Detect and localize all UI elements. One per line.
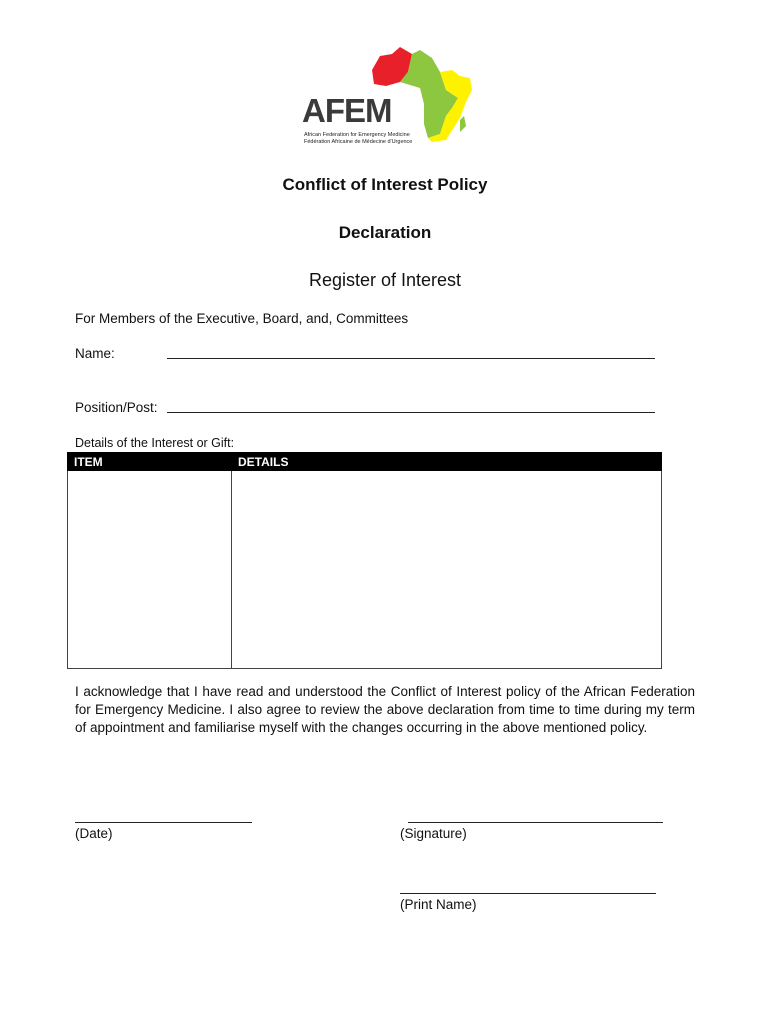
logo-acronym: AFEM xyxy=(302,92,392,129)
name-field[interactable] xyxy=(167,358,655,359)
print-name-field[interactable] xyxy=(400,893,656,894)
item-column-header: ITEM xyxy=(68,453,232,471)
name-label: Name: xyxy=(75,346,115,361)
position-field[interactable] xyxy=(167,412,655,413)
details-label: Details of the Interest or Gift: xyxy=(75,436,235,450)
acknowledgement-text: I acknowledge that I have read and understood the Conflict of Interest policy of the African Federation for Emergency Medicine. I also agree to review the above declaration from time to time during my term of appointment and familiarise myself with the changes occurring in the above mentioned policy. xyxy=(75,684,695,735)
page-title: Conflict of Interest Policy xyxy=(282,175,488,194)
date-label: (Date) xyxy=(75,826,113,841)
interest-table xyxy=(67,452,662,669)
details-cell[interactable] xyxy=(232,471,662,669)
signature-field[interactable] xyxy=(408,822,663,823)
logo-subtitle-fr: Fédération Africaine de Médecine d'Urgence xyxy=(304,139,413,145)
item-cell[interactable] xyxy=(68,471,232,669)
afem-logo xyxy=(300,42,480,152)
declaration-heading: Declaration xyxy=(338,223,432,242)
date-field[interactable] xyxy=(75,822,252,823)
logo-subtitle-en: African Federation for Emergency Medicine xyxy=(304,132,410,138)
signature-label: (Signature) xyxy=(400,826,467,841)
register-heading: Register of Interest xyxy=(308,270,462,290)
print-name-label: (Print Name) xyxy=(400,897,477,912)
intro-text: For Members of the Executive, Board, and, Committees xyxy=(75,311,409,326)
position-label: Position/Post: xyxy=(75,400,158,415)
details-column-header: DETAILS xyxy=(232,453,662,471)
table-row xyxy=(68,471,662,669)
